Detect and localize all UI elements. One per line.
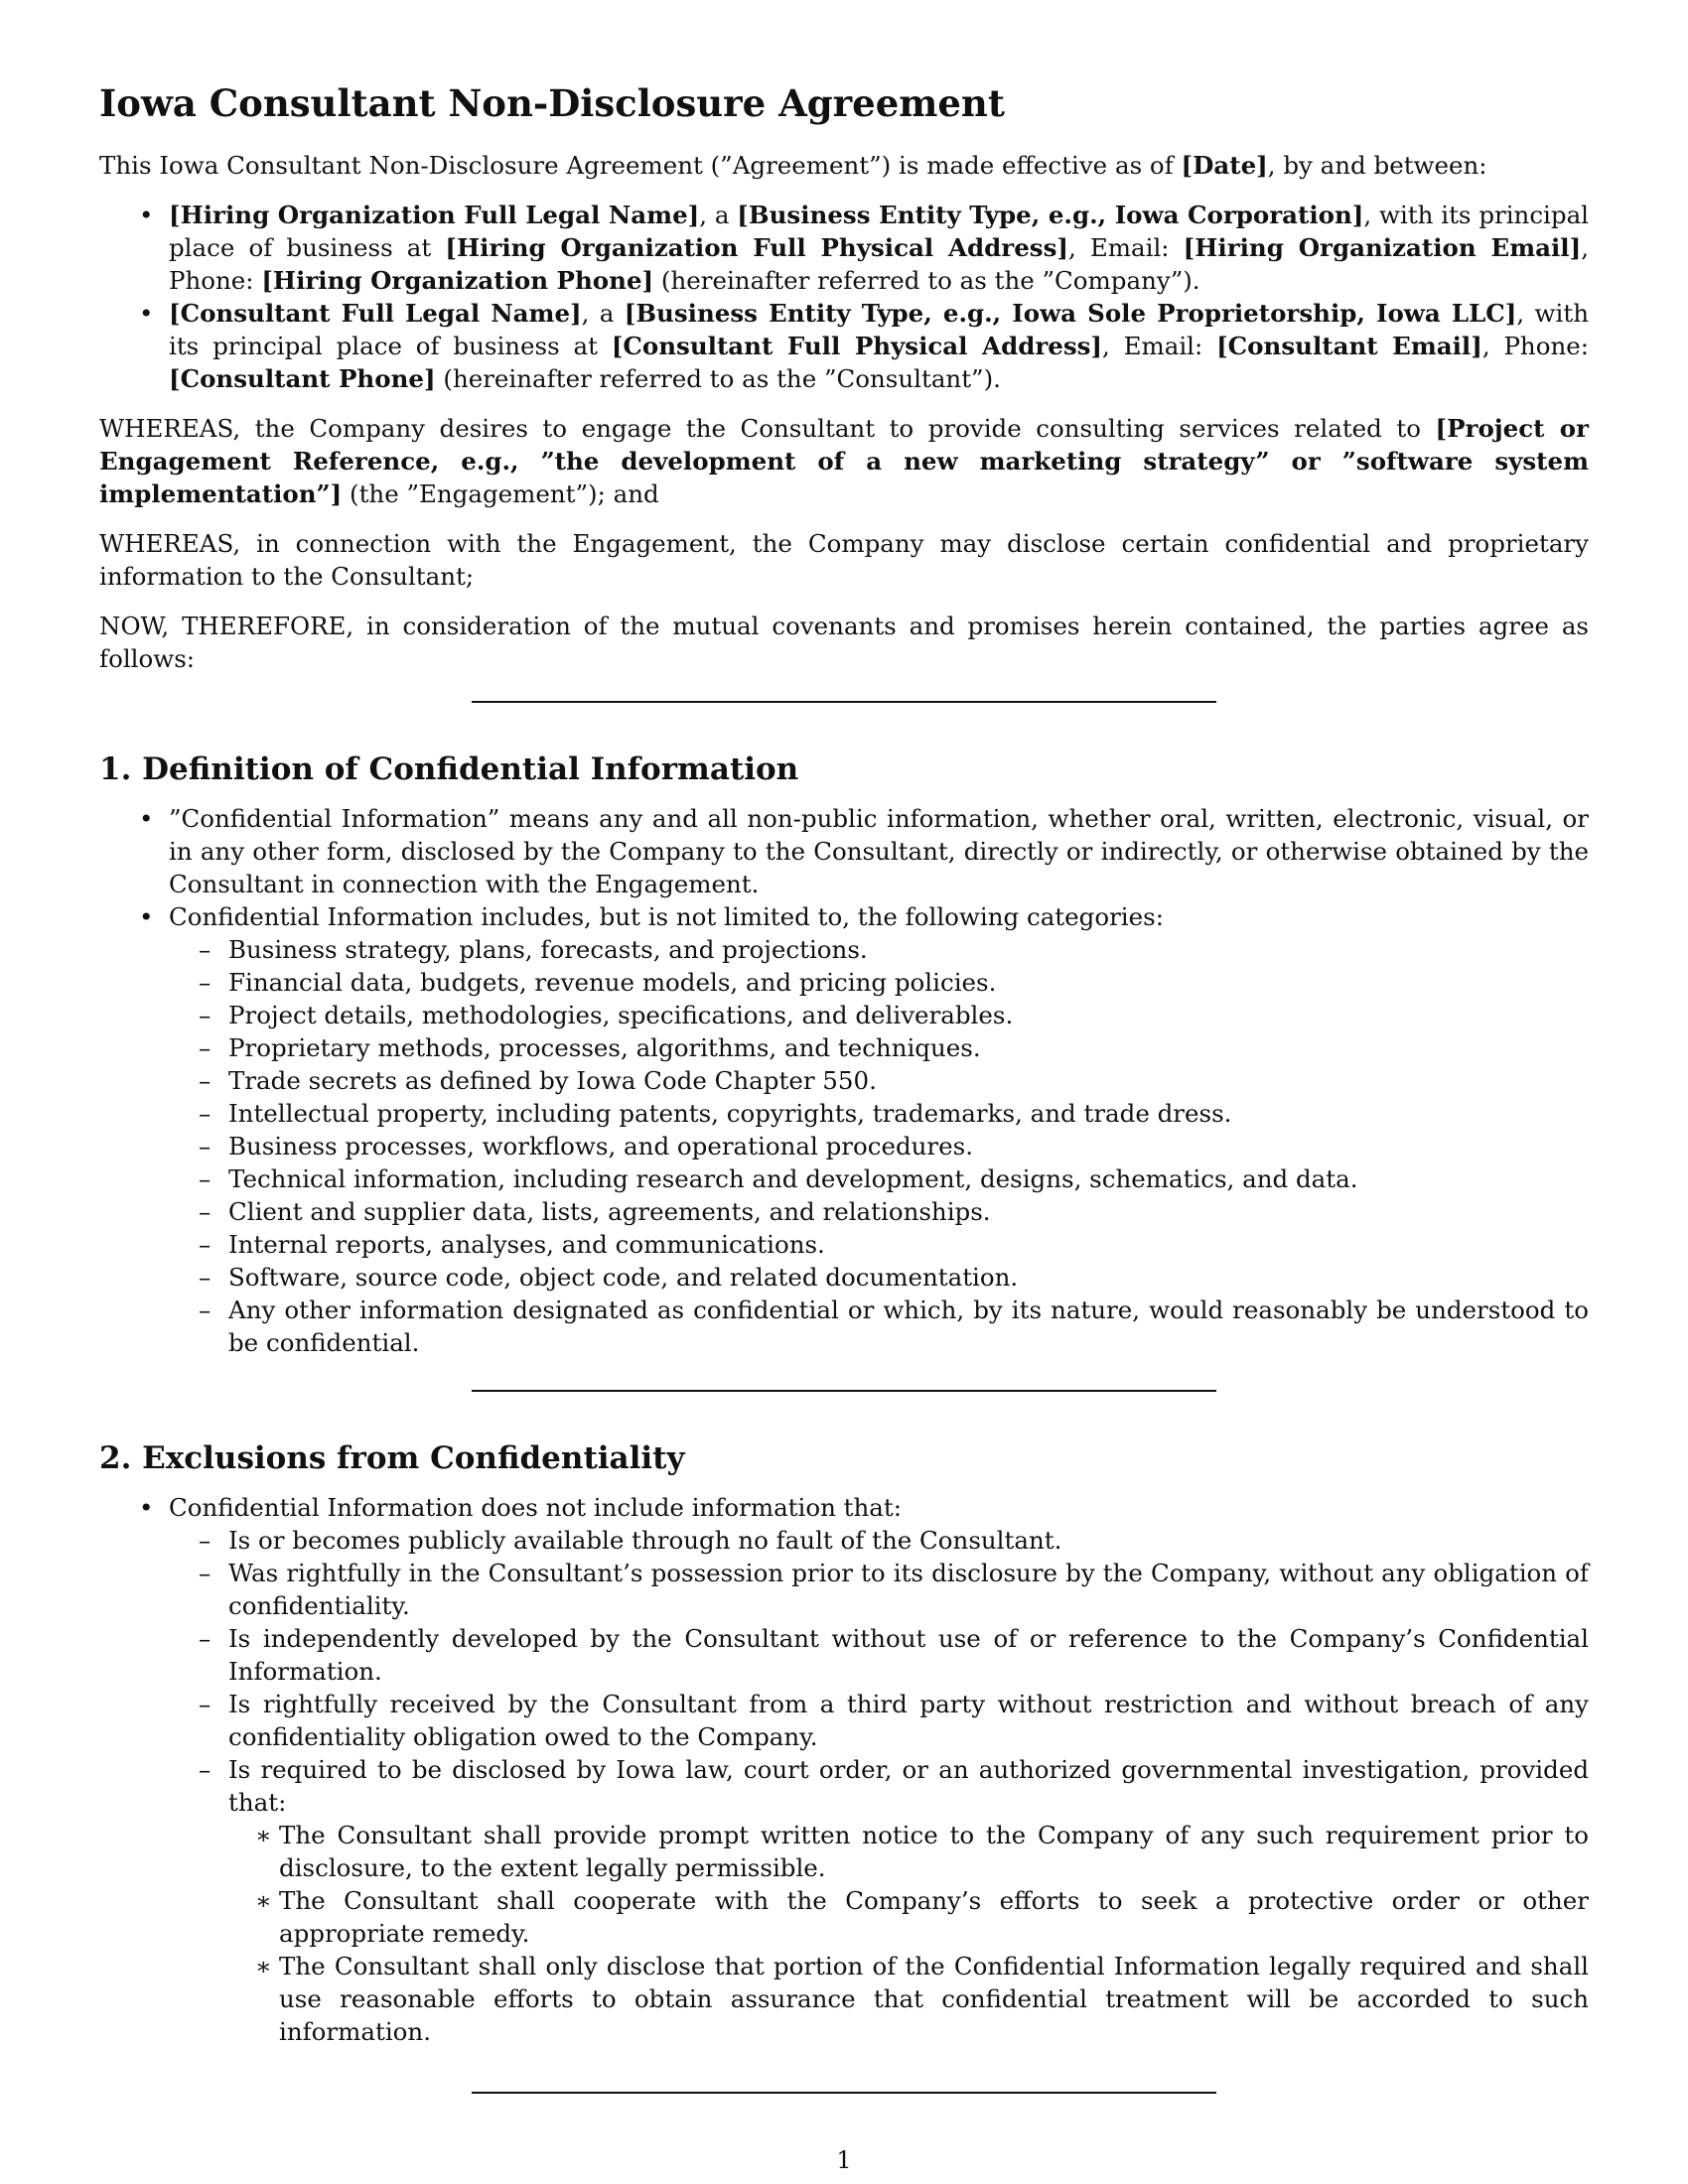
party-consultant: • [Consultant Full Legal Name], a [Business Entity Type, e.g., Iowa Sole Proprietorship, Iowa LLC], with its principal place of business at [Consultant Full Physical Address], Email: [Consultant Email], Phone: [Consultant Phone] (hereinafter referred to as the ”Consultant”). xyxy=(99,297,1589,395)
list-item: – Is required to be disclosed by Iowa law, court order, or an authorized governmental investigation, provided that: ∗ The Consultant shall provide prompt written notice to the Company of any such requirement prior to disclosure, to the extent legally permissible. ∗ The Consultant shall cooperate with the Company’s efforts to seek a protective order or other appropriate remedy. ∗ The Consultant shall only disclose that portion of the Confidential Information legally required and shall use reasonable efforts to obtain assurance that confidential treatment will be accorded to such information. xyxy=(169,1753,1589,2048)
whereas-engagement: WHEREAS, the Company desires to engage the Consultant to provide consulting services related to [Project or Engagement Reference, e.g., ”the development of a new marketing strategy” or ”software system implementation”] (the ”Engagement”); and xyxy=(99,414,1589,508)
list-item: – Intellectual property, including patents, copyrights, trademarks, and trade dress. xyxy=(169,1097,1589,1130)
list-item: – Business processes, workflows, and operational procedures. xyxy=(169,1130,1589,1162)
list-item: ∗ The Consultant shall provide prompt written notice to the Company of any such requirement prior to disclosure, to the extent legally permissible. xyxy=(228,1819,1589,1884)
parties-list xyxy=(99,199,1589,395)
list-item: – Was rightfully in the Consultant’s possession prior to its disclosure by the Company, without any obligation of confidentiality. xyxy=(169,1557,1589,1622)
provisos-list xyxy=(228,1819,1589,2048)
section-1-list xyxy=(99,802,1589,1359)
list-item: – Financial data, budgets, revenue models, and pricing policies. xyxy=(169,966,1589,999)
list-item: – Client and supplier data, lists, agreements, and relationships. xyxy=(169,1195,1589,1228)
list-item: – Is rightfully received by the Consultant from a third party without restriction and without breach of any confidentiality obligation owed to the Company. xyxy=(169,1688,1589,1753)
categories-list xyxy=(169,933,1589,1359)
section-divider xyxy=(472,2092,1216,2094)
list-item: – Project details, methodologies, specifications, and deliverables. xyxy=(169,999,1589,1031)
list-item: • ”Confidential Information” means any and all non-public information, whether oral, written, electronic, visual, or in any other form, disclosed by the Company to the Consultant, directly or indirectly, or otherwise obtained by the Consultant in connection with the Engagement. xyxy=(99,802,1589,900)
party-company: • [Hiring Organization Full Legal Name], a [Business Entity Type, e.g., Iowa Corporation], with its principal place of business at [Hiring Organization Full Physical Address], Email: [Hiring Organization Email], Phone: [Hiring Organization Phone] (hereinafter referred to as the ”Company”). xyxy=(99,199,1589,297)
section-divider xyxy=(472,1390,1216,1392)
exclusions-list xyxy=(169,1524,1589,2048)
document-page xyxy=(99,81,1589,2094)
list-item: ∗ The Consultant shall cooperate with the Company’s efforts to seek a protective order or other appropriate remedy. xyxy=(228,1884,1589,1950)
document-title: Iowa Consultant Non-Disclosure Agreement xyxy=(99,81,1005,125)
list-item: – Is or becomes publicly available through no fault of the Consultant. xyxy=(169,1524,1589,1557)
list-item: – Internal reports, analyses, and communications. xyxy=(169,1228,1589,1261)
section-2-heading: 2. Exclusions from Confidentiality xyxy=(99,1440,685,1476)
section-divider xyxy=(472,701,1216,703)
list-item: ∗ The Consultant shall only disclose that portion of the Confidential Information legally required and shall use reasonable efforts to obtain assurance that confidential treatment will be accorded to such information. xyxy=(228,1950,1589,2048)
list-item: – Any other information designated as confidential or which, by its nature, would reasonably be understood to be confidential. xyxy=(169,1294,1589,1359)
intro-paragraph: This Iowa Consultant Non-Disclosure Agreement (”Agreement”) is made effective as of [Date], by and between: xyxy=(99,151,1487,180)
list-item: – Technical information, including research and development, designs, schematics, and data. xyxy=(169,1162,1589,1195)
therefore-clause: NOW, THEREFORE, in consideration of the mutual covenants and promises herein contained, the parties agree as follows: xyxy=(99,612,1589,673)
list-item: • Confidential Information includes, but is not limited to, the following categories: – Business strategy, plans, forecasts, and projections. – Financial data, budgets, revenue models, and pricing policies. – Project details, methodologies, specifications, and deliverables. – Proprietary methods, processes, algorithms, and techniques. – Trade secrets as defined by Iowa Code Chapter 550. – Intellectual property, including patents, copyrights, trademarks, and trade dress. – Business processes, workflows, and operational procedures. – Technical information, including research and development, designs, schematics, and data. – Client and supplier data, lists, agreements, and relationships. – Internal reports, analyses, and communications. – Software, source code, object code, and related documentation. – Any other information designated as confidential or which, by its nature, would reasonably be understood to be confidential. xyxy=(99,900,1589,1359)
list-item: • Confidential Information does not include information that: – Is or becomes publicly available through no fault of the Consultant. – Was rightfully in the Consultant’s possession prior to its disclosure by the Company, without any obligation of confidentiality. – Is independently developed by the Consultant without use of or reference to the Company’s Confidential Information. – Is rightfully received by the Consultant from a third party without restriction and without breach of any confidentiality obligation owed to the Company. – Is required to be disclosed by Iowa law, court order, or an authorized governmental investigation, provided that: ∗ The Consultant shall provide prompt written notice to the Company of any such requirement prior to disclosure, to the extent legally permissible. ∗ The Consultant shall cooperate with the Company’s efforts to seek a protective order or other appropriate remedy. ∗ The Consultant shall only disclose that portion of the Confidential Information legally required and shall use reasonable efforts to obtain assurance that confidential treatment will be accorded to such information. xyxy=(99,1491,1589,2048)
date-placeholder: [Date] xyxy=(1181,151,1268,180)
list-item: – Software, source code, object code, and related documentation. xyxy=(169,1261,1589,1294)
list-item: – Proprietary methods, processes, algorithms, and techniques. xyxy=(169,1031,1589,1064)
section-2-list xyxy=(99,1491,1589,2048)
whereas-disclosure: WHEREAS, in connection with the Engagement, the Company may disclose certain confidential and proprietary information to the Consultant; xyxy=(99,529,1589,591)
list-item: – Trade secrets as defined by Iowa Code Chapter 550. xyxy=(169,1064,1589,1097)
list-item: – Business strategy, plans, forecasts, and projections. xyxy=(169,933,1589,966)
page-number: 1 xyxy=(836,2146,852,2174)
list-item: – Is independently developed by the Consultant without use of or reference to the Company’s Confidential Information. xyxy=(169,1622,1589,1688)
section-1-heading: 1. Definition of Confidential Information xyxy=(99,751,799,787)
